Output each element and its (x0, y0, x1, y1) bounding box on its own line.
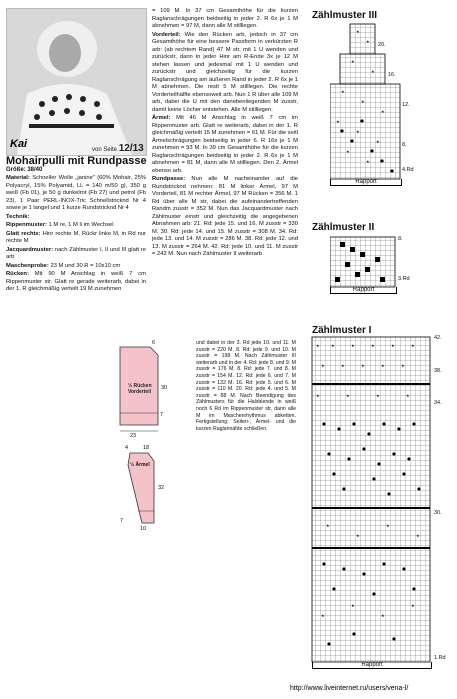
svg-text:★: ★ (316, 393, 320, 398)
chart1-label-38: 38. (434, 368, 442, 374)
model-name: Kai (10, 138, 28, 150)
chart1-grid (310, 335, 445, 670)
svg-text:★: ★ (326, 523, 330, 528)
svg-text:★: ★ (351, 343, 355, 348)
label-rundpasse: Rundpasse: (152, 176, 186, 182)
text-material: Schoeller Wolle „janine" (60% Mohair, 25% Polyacryl, 15% Polyamid, LL = 140 m/50 g), 350 g weiß (Fb 01), je 50 g dunkelrot (Fb 27) und petrol (Fb 23), 1 Paar PERL-INOX-Tric Schnellstricknd Nr 4 sowie je 1 langel und 1 kurze Rundstricknd Nr 4 (6, 175, 146, 211)
from-page (92, 143, 144, 154)
label-jacquard: Jacquardmuster: (6, 246, 54, 253)
small-column: und dabei in der 3. Rd jede 10. und 11. M zusstr = 220 M. 8. Rd: jede 9. und 10. M zusstr = 198 M. Nach Zählmuster III weiterarb und in der 4. Rd: jede 8. und 9. M zusstr = 176 M. 8. Rd: jede 7. und 8. M zusstr = 154 M. 12. Rd: jede 6. und 7. M zusstr = 132 M. 16. Rd: jede 5. und 6. M zusstr = 110 M. 20. Rd: jede 4. und 5. M zusstr = 88 M. Nach Beendigung des Zählmusters für die Halsblende in weiß noch 6 Rd im Rippenmuster str, dann alle M im Maschenrhythmus abketten. Fertigstellung: Seiten-, Ärmel- und die kurzen Raglannähte schließen. (196, 340, 296, 432)
chart1-label-42: 42. (434, 335, 442, 341)
svg-text:★: ★ (346, 149, 350, 154)
text-rundpasse: Nun alle M nacheinander auf die Rundstricknd nehmen: 81 M linker Ärmel, 97 M Vorderteil, 81 M rechter Ärmel, 97 M Rücken = 356 M. 1 Rd über alle M str, dabei die aufeinandertreffenden Randm zusstr = 352 M. Nun das Jacquardmuster nach Zählmuster einstr und gleichzeitig die angegebenen Abnahmen arb: 21. Rd: jede 15. und 16. M zusstr = 330 M. 30. Rd: jede 14. und 15. M zusstr = 308 M. 34. Rd: jede 13. und 14. M zusstr = 286 M. 38. Rd: jede 12. und 13. M zusstr = 264 M. 42. Rd: jede 10. und 11. M zusstr = 242 M. Nun nach Zählmuster II weiterarb (152, 176, 298, 257)
svg-text:★: ★ (366, 39, 370, 44)
left-column (6, 175, 146, 295)
svg-text:★: ★ (356, 533, 360, 538)
chart1-title: Zählmuster I (312, 325, 372, 336)
chart3-label-4rd: 4.Rd (402, 167, 414, 173)
chart1-label-1rd: 1.Rd (434, 655, 446, 661)
label-rippen: Rippenmuster: (6, 222, 47, 228)
svg-text:★: ★ (376, 139, 380, 144)
svg-text:★: ★ (366, 159, 370, 164)
svg-text:★: ★ (376, 393, 380, 398)
chart1-label-30: 30. (434, 510, 442, 516)
text-rippen: 1 M re, 1 M li im Wechsel (48, 222, 114, 228)
from-page-prefix: von Seite (92, 147, 118, 153)
body-dim-top: 6 (152, 340, 156, 346)
svg-text:★: ★ (351, 59, 355, 64)
svg-text:★: ★ (381, 613, 385, 618)
svg-text:★: ★ (321, 613, 325, 618)
body-label-2: Vorderteil (128, 389, 151, 395)
chart3-label-12: 12. (402, 102, 410, 108)
body-label (128, 383, 152, 395)
label-probe: Maschenprobe: (6, 262, 49, 269)
para-aermel (152, 115, 298, 175)
label-material: Material: (6, 175, 30, 181)
chart3-grid (330, 22, 410, 187)
label-vorderteil: Vorderteil: (152, 31, 181, 38)
text-jacquard: nach Zählmuster I, II und III glatt re arb (6, 246, 146, 260)
svg-text:★: ★ (341, 363, 345, 368)
svg-text:★: ★ (371, 343, 375, 348)
body-dim-right: 30 (161, 385, 168, 391)
sleeve-dim-top2: 18 (143, 445, 150, 451)
svg-text:★: ★ (416, 533, 420, 538)
para-technik (6, 214, 146, 222)
size-label: Größe: (6, 167, 26, 173)
svg-text:★: ★ (371, 69, 375, 74)
chart3-label-8: 8. (402, 142, 407, 148)
para-rippen (6, 222, 146, 230)
chart3-label-16: 16. (388, 72, 396, 78)
chart2-title: Zählmuster II (312, 222, 375, 233)
sleeve-dim-right: 32 (158, 485, 165, 491)
para-glatt (6, 231, 146, 246)
chart2-label-3rd: 3.Rd (398, 276, 410, 282)
body-dim-bottom: 7 (160, 412, 164, 418)
svg-text:★: ★ (336, 119, 340, 124)
sleeve-dim-width: 10 (140, 526, 147, 532)
svg-text:★: ★ (381, 363, 385, 368)
body-dim-width: 23 (130, 433, 137, 439)
page-title: Mohairpulli mit Rundpasse (6, 155, 147, 167)
svg-text:★: ★ (361, 99, 365, 104)
para-material (6, 175, 146, 213)
svg-text:★: ★ (381, 109, 385, 114)
size-line (6, 167, 42, 173)
svg-text:★: ★ (411, 603, 415, 608)
para-jacquard (6, 247, 146, 262)
svg-text:★: ★ (391, 343, 395, 348)
chart3-title: Zählmuster III (312, 10, 378, 21)
svg-text:★: ★ (406, 393, 410, 398)
svg-text:★: ★ (321, 363, 325, 368)
middle-column (152, 8, 298, 260)
chart2-label-8: 8. (398, 236, 403, 242)
svg-text:★: ★ (356, 29, 360, 34)
svg-text:★: ★ (386, 523, 390, 528)
para-vorderteil (152, 32, 298, 115)
label-aermel: Ärmel: (152, 115, 171, 121)
para-cont (152, 8, 298, 31)
svg-text:★: ★ (346, 393, 350, 398)
footer-url: http://www.liveinternet.ru/users/vena-l/ (290, 685, 409, 692)
chart1-label-34: 34. (434, 400, 442, 406)
chart3-label-20: 20. (378, 42, 386, 48)
text-glatt: Hinr rechte M, Rückr linke M, in Rd nur rechte M (6, 230, 146, 244)
svg-text:★: ★ (401, 363, 405, 368)
text-vorderteil: Wie den Rücken arb, jedoch in 37 cm Gesamthöhe für eine bessere Passform in verkürzten R arb: (ab rechtem Rand) 47 M str, mit 1 U wenden und zurückstr, dann in jeder Hinr am R-Ende 3x je 12 M stehen lassen und jedesmal mit 1 U wenden und zurückstr und gleichzeitig für die kurzen Raglanschrägung am äußeren Rand in jeder 2. R 6x je 1 M abnehmen. Die restl 5 M stilllegen. Die rechte Vorderteilhälfte ebensoweit arb. Nun 1 R über alle 109 M arb, dabei die U mit den danebenliegenden M zusstr, damit keine Löcher entstehen. Alle M stilllegen. (152, 31, 298, 113)
para-probe (6, 263, 146, 271)
para-ruecken (6, 271, 146, 294)
svg-text:★: ★ (331, 343, 335, 348)
chart3-rapport: Rapport (330, 179, 402, 186)
text-probe: 23 M und 30 R = 10x10 cm (50, 262, 121, 269)
model-photo (6, 8, 147, 156)
label-ruecken: Rücken: (6, 271, 29, 277)
body-label-1: ½ Rücken (128, 383, 152, 389)
label-glatt: Glatt rechts: (6, 230, 41, 237)
svg-text:★: ★ (351, 603, 355, 608)
label-technik: Technik: (6, 213, 30, 220)
svg-text:★: ★ (361, 363, 365, 368)
sleeve-label: ½ Ärmel (130, 462, 150, 468)
svg-text:★: ★ (356, 129, 360, 134)
text-cont: = 109 M. In 37 cm Gesamthöhe für die kurzen Raglanschrägungen beidseitig in jeder 2. R 6x je 1 M abnehmen = 97 M, dann alle M stilllegen. (152, 8, 298, 29)
chart1-rapport: Rapport (312, 662, 432, 669)
svg-text:★: ★ (341, 89, 345, 94)
svg-text:★: ★ (316, 343, 320, 348)
sleeve-dim-top1: 4 (125, 445, 129, 451)
size-value: 38/40 (27, 167, 43, 173)
schematic-diagrams (108, 335, 198, 540)
text-ruecken: Mit 90 M Anschlag in weiß 7 cm Rippenmuster str. Glatt re gerade weiterarb, dabei in der 1. R gleichmäßig verteilt 19 M zunehmen (6, 271, 146, 292)
svg-text:★: ★ (411, 343, 415, 348)
para-rundpasse (152, 176, 298, 259)
from-page-number: 12/13 (118, 143, 144, 154)
text-aermel: Mit 46 M Anschlag in weiß 7 cm im Rippenmuster arb. Glatt re weiterarb, dabei in der 1. R gleichmäßig verteilt 15 M zunehmen = 61 M. Für die seitl Ärmelschrägungen beidseitig in jeder 6. R 16x je 1 M zunehmen = 93 M. In 39 cm Gesamthöhe für die kurzen Raglanschrägungen beidseitig in jeder 2. R 6x je 1 M abnehmen = 81 M, dann alle M stilllegen. Den 2. Ärmel ebenso arb. (152, 115, 298, 174)
chart2-rapport: Rapport (330, 287, 397, 294)
sleeve-dim-bottom: 7 (120, 518, 124, 524)
